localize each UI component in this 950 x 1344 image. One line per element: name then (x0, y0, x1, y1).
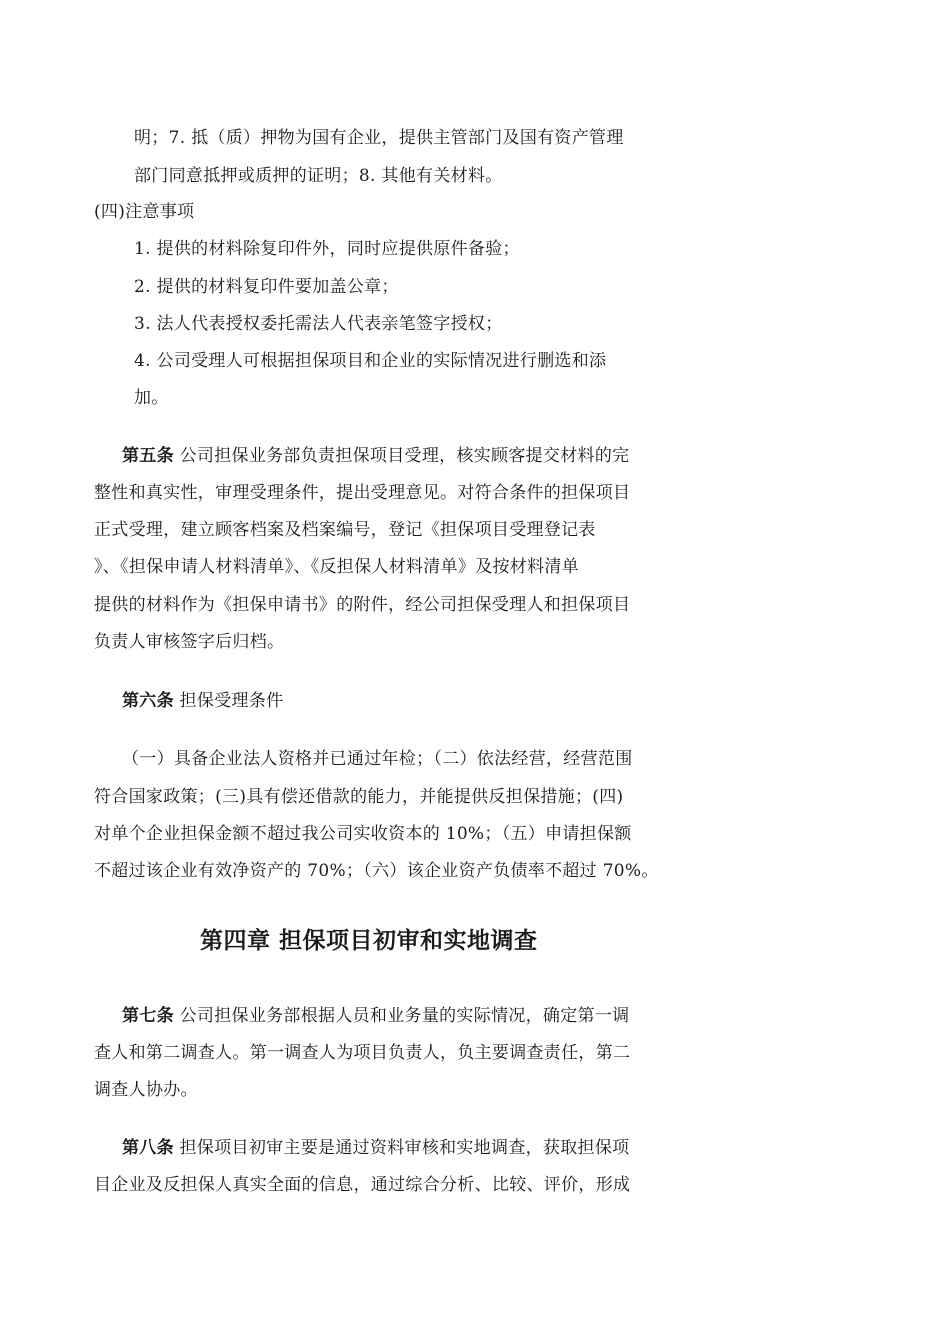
paragraph-line: 负责人审核签字后归档。 (94, 632, 285, 652)
paragraph-line: 提供的材料作为《担保申请书》的附件，经公司担保受理人和担保项目 (94, 595, 631, 615)
paragraph-line: 部门同意抵押或质押的证明；8. 其他有关材料。 (134, 166, 503, 186)
list-item: 加。 (134, 388, 169, 408)
article-text: 担保受理条件 (179, 691, 284, 711)
list-item: 4. 公司受理人可根据担保项目和企业的实际情况进行删选和添 (134, 351, 607, 371)
article-text: 担保项目初审主要是通过资料审核和实地调查，获取担保项 (179, 1138, 630, 1158)
article-label: 第八条 (122, 1138, 174, 1158)
article-label: 第六条 (122, 691, 174, 711)
article-label: 第五条 (122, 446, 174, 466)
list-item: 1. 提供的材料除复印件外，同时应提供原件备验； (134, 239, 520, 259)
article-label: 第七条 (122, 1006, 174, 1026)
paragraph-line: 正式受理，建立顾客档案及档案编号，登记《担保项目受理登记表 (94, 520, 596, 540)
paragraph-line: 》、《担保申请人材料清单》、《反担保人材料清单》及按材料清单 (94, 557, 579, 577)
article-5-first-line (122, 444, 629, 468)
paragraph-line: 对单个企业担保金额不超过我公司实收资本的 10%；（五）申请担保额 (94, 824, 632, 844)
paragraph-line: 不超过该企业有效净资产的 70%；（六）该企业资产负债率不超过 70%。 (94, 861, 659, 881)
paragraph-line: 整性和真实性，审理受理条件，提出受理意见。对符合条件的担保项目 (94, 483, 631, 503)
section-title: (四)注意事项 (94, 202, 195, 222)
article-text: 公司担保业务部根据人员和业务量的实际情况，确定第一调 (179, 1006, 630, 1026)
article-8-first-line (122, 1136, 629, 1160)
paragraph-line: 调查人协办。 (94, 1080, 198, 1100)
paragraph-line: 查人和第二调查人。第一调查人为项目负责人，负主要调查责任，第二 (94, 1043, 631, 1063)
list-item: 2. 提供的材料复印件要加盖公章； (134, 277, 399, 297)
paragraph-line: （一）具备企业法人资格并已通过年检；（二）依法经营，经营范围 (122, 749, 633, 769)
paragraph-line: 符合国家政策；(三)具有偿还借款的能力，并能提供反担保措施；(四) (94, 787, 624, 807)
article-text: 公司担保业务部负责担保项目受理，核实顾客提交材料的完 (179, 446, 630, 466)
chapter-heading: 第四章 担保项目初审和实地调查 (200, 928, 538, 954)
list-item: 3. 法人代表授权委托需法人代表亲笔签字授权； (134, 314, 503, 334)
paragraph-line: 明；7. 抵（质）押物为国有企业，提供主管部门及国有资产管理 (134, 128, 624, 148)
article-6-first-line (122, 689, 283, 713)
paragraph-line: 目企业及反担保人真实全面的信息，通过综合分析、比较、评价，形成 (94, 1175, 631, 1195)
article-7-first-line (122, 1004, 629, 1028)
